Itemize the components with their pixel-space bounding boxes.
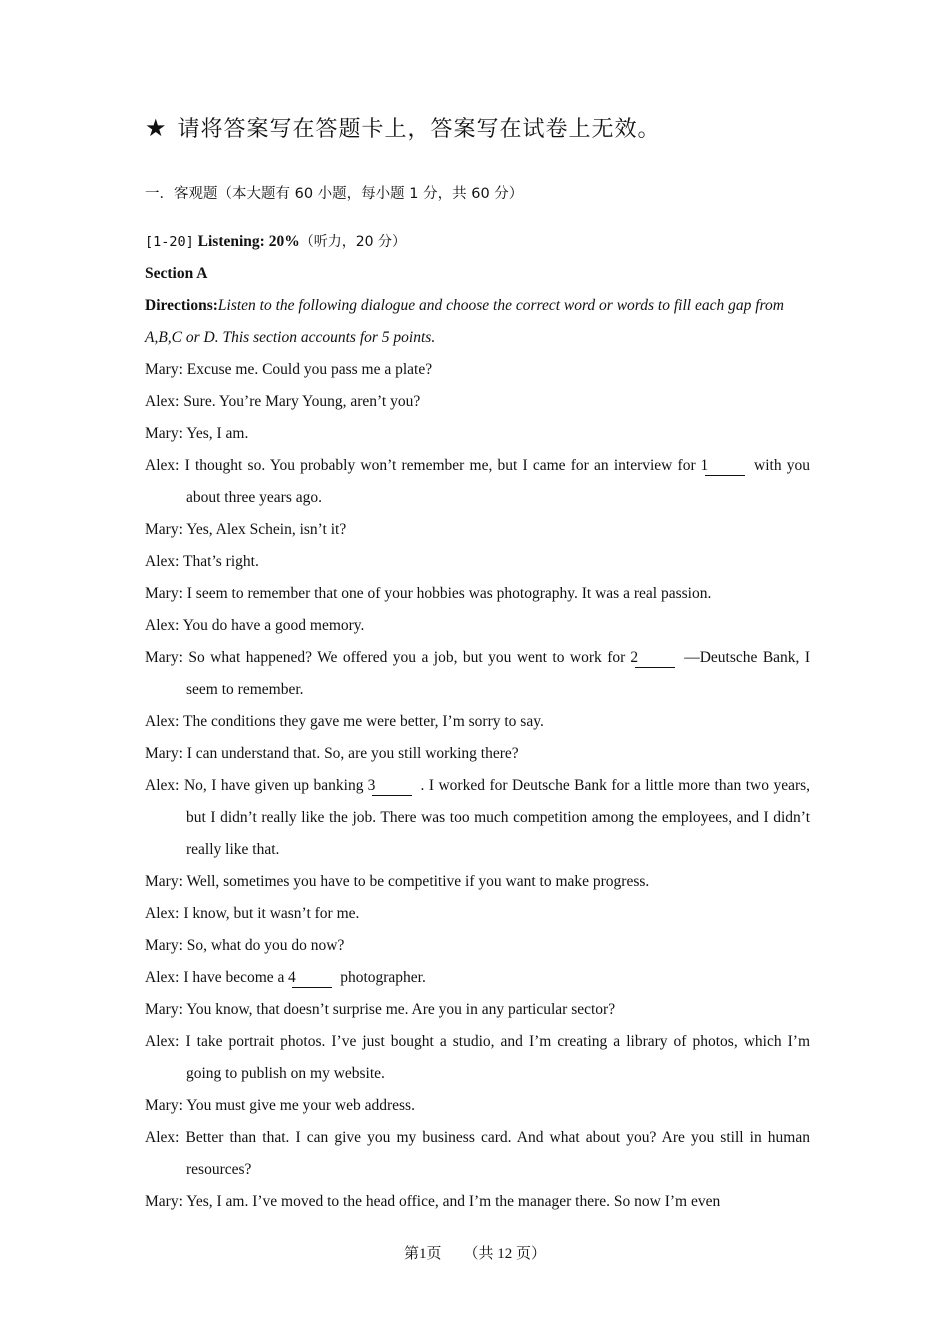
speaker: Alex: [145,1129,180,1146]
speaker: Mary: [145,585,183,602]
dialogue-turn [145,642,810,706]
speaker: Alex: [145,905,180,922]
utterance: No, I have given up banking [183,777,364,794]
utterance: Sure. You’re Mary Young, aren’t you? [183,393,421,410]
part-title: 一．客观题（本大题有 60 小题，每小题 1 分，共 60 分） [145,186,524,202]
answer-blank: 4 [292,969,332,988]
utterance: The conditions they gave me were better, I’m sorry to say. [183,713,544,730]
utterance: You do have a good memory. [182,617,365,634]
speaker: Alex: [145,457,180,474]
dialogue-turn [145,1090,810,1122]
utterance: You must give me your web address. [186,1097,415,1114]
page-footer [0,1242,950,1263]
utterance: That’s right. [183,553,259,570]
answer-blank: 3 [372,777,412,796]
dialogue [145,354,810,1218]
speaker: Alex: [145,617,180,634]
utterance: I seem to remember that one of your hobbies was photography. It was a real passion. [186,585,712,602]
speaker: Mary: [145,745,183,762]
speaker: Alex: [145,393,180,410]
star-icon: ★ [145,114,168,142]
dialogue-turn [145,898,810,930]
utterance: You know, that doesn’t surprise me. Are you in any particular sector? [186,1001,616,1018]
dialogue-turn [145,706,810,738]
utterance: So, what do you do now? [186,937,345,954]
dialogue-turn [145,770,810,866]
speaker: Mary: [145,521,183,538]
speaker: Alex: [145,553,180,570]
dialogue-turn [145,1026,810,1090]
listening-note: （听力，20 分） [299,234,406,250]
speaker: Mary: [145,873,183,890]
notice-text: 请将答案写在答题卡上，答案写在试卷上无效。 [177,117,661,142]
dialogue-turn [145,418,810,450]
utterance: I thought so. You probably won’t remember me, but I came for an interview for [184,457,696,474]
page-number: 第1页 [403,1246,442,1262]
utterance: Better than that. I can give you my business card. And what about you? Are you still in human resources? [185,1129,810,1178]
utterance: I take portrait photos. I’ve just bought a studio, and I’m creating a library of photos, which I’m going to publish on my website. [185,1033,811,1082]
speaker: Alex: [145,1033,180,1050]
utterance: I can understand that. So, are you still working there? [186,745,519,762]
dialogue-turn [145,514,810,546]
speaker: Alex: [145,713,180,730]
section-heading: Section A [145,265,208,282]
speaker: Mary: [145,425,183,442]
listening-heading [145,226,810,258]
dialogue-turn [145,354,810,386]
speaker: Alex: [145,969,180,986]
dialogue-turn [145,1122,810,1186]
page-total: （共 12 页） [463,1246,547,1262]
speaker: Mary: [145,649,183,666]
utterance-continued: photographer. [340,969,426,986]
speaker: Mary: [145,937,183,954]
dialogue-turn [145,866,810,898]
utterance: I know, but it wasn’t for me. [183,905,360,922]
speaker: Alex: [145,777,180,794]
utterance: So what happened? We offered you a job, but you went to work for [188,649,626,666]
dialogue-turn [145,930,810,962]
utterance: Excuse me. Could you pass me a plate? [186,361,433,378]
utterance: I have become a [183,969,285,986]
utterance: Yes, I am. [186,425,249,442]
speaker: Mary: [145,361,183,378]
listening-title: Listening: 20% [197,233,300,250]
utterance: Yes, Alex Schein, isn’t it? [186,521,347,538]
answer-blank: 1 [705,457,745,476]
directions-text: Listen to the following dialogue and choose the correct word or words to fill each gap from A,B,C or D. This section accounts for 5 points. [145,297,784,346]
dialogue-turn [145,738,810,770]
dialogue-turn [145,962,810,994]
dialogue-turn [145,546,810,578]
dialogue-turn [145,450,810,514]
dialogue-turn [145,994,810,1026]
content [145,226,810,1218]
speaker: Mary: [145,1001,183,1018]
dialogue-turn [145,386,810,418]
question-range: [1-20] [145,234,194,250]
answer-blank: 2 [635,649,675,668]
utterance-continued: . I worked for Deutsche Bank for a little more than two years, but I didn’t really like the job. There was too much competition among the employees, and I didn’t really like that. [186,777,811,858]
dialogue-turn [145,578,810,610]
speaker: Mary: [145,1097,183,1114]
dialogue-turn [145,610,810,642]
notice [145,112,661,143]
utterance: Well, sometimes you have to be competitive if you want to make progress. [186,873,650,890]
directions-label: Directions: [145,297,218,314]
directions [145,290,810,354]
dialogue-turn [145,1186,810,1218]
utterance-continued: —Deutsche Bank, I seem to remember. [186,649,811,698]
utterance: Yes, I am. I’ve moved to the head office, and I’m the manager there. So now I’m even [186,1193,721,1210]
speaker: Mary: [145,1193,183,1210]
utterance-continued: with you about three years ago. [186,457,811,506]
